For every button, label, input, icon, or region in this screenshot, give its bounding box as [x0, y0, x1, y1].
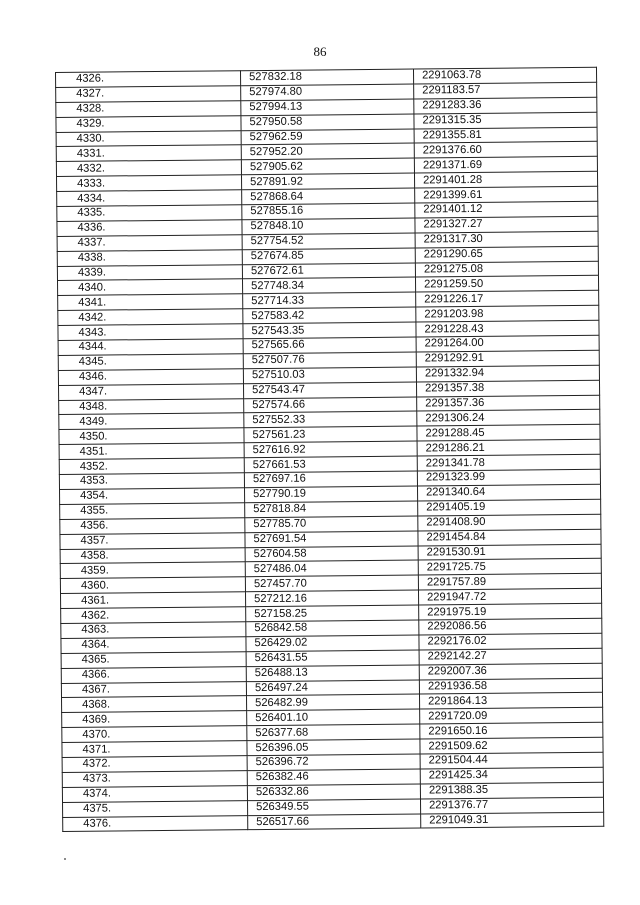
easting-cell: 527583.42	[243, 307, 416, 324]
easting-cell: 526431.55	[246, 650, 419, 667]
northing-cell: 2291405.19	[418, 499, 601, 516]
northing-cell: 2291292.91	[416, 350, 599, 367]
easting-cell: 526332.86	[247, 784, 420, 801]
serial-number-cell: 4366.	[61, 666, 246, 683]
easting-cell: 527672.61	[242, 263, 415, 280]
northing-cell: 2291340.64	[417, 484, 600, 501]
coordinates-table-body	[56, 67, 604, 832]
serial-number-cell: 4367.	[61, 681, 246, 698]
northing-cell: 2291408.90	[418, 514, 601, 531]
easting-cell: 527855.16	[242, 203, 415, 220]
serial-number-cell: 4363.	[61, 622, 246, 639]
northing-cell: 2291264.00	[416, 335, 599, 352]
northing-cell: 2291504.44	[420, 752, 603, 769]
northing-cell: 2291286.21	[417, 440, 600, 457]
northing-cell: 2291275.08	[415, 261, 598, 278]
coordinates-table-container	[55, 67, 580, 832]
easting-cell: 527661.53	[244, 456, 417, 473]
easting-cell: 527457.70	[245, 575, 418, 592]
northing-cell: 2291228.43	[416, 320, 599, 337]
northing-cell: 2291425.34	[420, 767, 603, 784]
easting-cell: 527616.92	[244, 441, 417, 458]
serial-number-cell: 4343.	[58, 324, 243, 341]
easting-cell: 526517.66	[248, 814, 421, 831]
northing-cell: 2292086.56	[419, 618, 602, 635]
northing-cell: 2291357.38	[416, 380, 599, 397]
serial-number-cell: 4349.	[59, 413, 244, 430]
easting-cell: 527962.59	[241, 129, 414, 146]
northing-cell: 2291317.30	[415, 231, 598, 248]
easting-cell: 527691.54	[245, 531, 418, 548]
easting-cell: 527543.47	[243, 382, 416, 399]
northing-cell: 2291401.28	[414, 172, 597, 189]
northing-cell: 2291341.78	[417, 454, 600, 471]
serial-number-cell: 4342.	[58, 309, 243, 326]
serial-number-cell: 4360.	[60, 577, 245, 594]
serial-number-cell: 4364.	[61, 637, 246, 654]
serial-number-cell: 4358.	[60, 547, 245, 564]
northing-cell: 2291399.61	[415, 186, 598, 203]
northing-cell: 2291975.19	[419, 603, 602, 620]
easting-cell: 527561.23	[244, 426, 417, 443]
northing-cell: 2291357.36	[417, 395, 600, 412]
serial-number-cell: 4333.	[57, 175, 242, 192]
serial-number-cell: 4332.	[56, 160, 241, 177]
easting-cell: 527212.16	[245, 590, 418, 607]
serial-number-cell: 4370.	[62, 726, 247, 743]
easting-cell: 527950.58	[241, 114, 414, 131]
easting-cell: 527674.85	[242, 248, 415, 265]
serial-number-cell: 4340.	[58, 279, 243, 296]
easting-cell: 527543.35	[243, 322, 416, 339]
serial-number-cell: 4354.	[60, 488, 245, 505]
serial-number-cell: 4326.	[56, 71, 241, 88]
easting-cell: 527574.66	[244, 397, 417, 414]
serial-number-cell: 4337.	[57, 235, 242, 252]
serial-number-cell: 4327.	[56, 86, 241, 103]
serial-number-cell: 4361.	[61, 592, 246, 609]
easting-cell: 526482.99	[246, 694, 419, 711]
northing-cell: 2291530.91	[418, 544, 601, 561]
northing-cell: 2291306.24	[417, 410, 600, 427]
northing-cell: 2291757.89	[418, 574, 601, 591]
easting-cell: 527818.84	[245, 501, 418, 518]
northing-cell: 2292176.02	[419, 633, 602, 650]
easting-cell: 527994.13	[241, 99, 414, 116]
easting-cell: 526396.72	[247, 754, 420, 771]
serial-number-cell: 4335.	[57, 205, 242, 222]
serial-number-cell: 4351.	[59, 443, 244, 460]
page-number: 86	[313, 44, 327, 59]
northing-cell: 2291203.98	[416, 306, 599, 323]
easting-cell: 527604.58	[245, 546, 418, 563]
easting-cell: 526401.10	[247, 709, 420, 726]
serial-number-cell: 4375.	[63, 800, 248, 817]
serial-number-cell: 4330.	[56, 130, 241, 147]
northing-cell: 2291388.35	[420, 782, 603, 799]
easting-cell: 527974.80	[241, 84, 414, 101]
serial-number-cell: 4376.	[63, 815, 248, 832]
serial-number-cell: 4345.	[58, 354, 243, 371]
serial-number-cell: 4338.	[57, 249, 242, 266]
northing-cell: 2291327.27	[415, 216, 598, 233]
northing-cell: 2291720.09	[420, 708, 603, 725]
northing-cell: 2292007.36	[419, 663, 602, 680]
easting-cell: 527486.04	[245, 560, 418, 577]
scan-speck	[64, 858, 66, 860]
northing-cell: 2291063.78	[413, 67, 596, 84]
northing-cell: 2291947.72	[418, 588, 601, 605]
serial-number-cell: 4339.	[57, 264, 242, 281]
northing-cell: 2291290.65	[415, 246, 598, 263]
northing-cell: 2291355.81	[414, 127, 597, 144]
easting-cell: 527832.18	[240, 69, 413, 86]
easting-cell: 526429.02	[246, 635, 419, 652]
northing-cell: 2291725.75	[418, 559, 601, 576]
easting-cell: 527552.33	[244, 412, 417, 429]
serial-number-cell: 4357.	[60, 532, 245, 549]
easting-cell: 527754.52	[242, 233, 415, 250]
serial-number-cell: 4346.	[58, 369, 243, 386]
serial-number-cell: 4329.	[56, 115, 241, 132]
easting-cell: 527748.34	[242, 278, 415, 295]
northing-cell: 2291288.45	[417, 425, 600, 442]
northing-cell: 2291864.13	[419, 693, 602, 710]
easting-cell: 526377.68	[247, 724, 420, 741]
serial-number-cell: 4369.	[62, 711, 247, 728]
northing-cell: 2291315.35	[414, 112, 597, 129]
coordinates-table	[55, 67, 604, 833]
easting-cell: 527697.16	[244, 471, 417, 488]
serial-number-cell: 4350.	[59, 428, 244, 445]
serial-number-cell: 4347.	[59, 383, 244, 400]
northing-cell: 2291183.57	[414, 82, 597, 99]
serial-number-cell: 4368.	[62, 696, 247, 713]
northing-cell: 2291936.58	[419, 678, 602, 695]
serial-number-cell: 4352.	[59, 458, 244, 475]
serial-number-cell: 4341.	[58, 294, 243, 311]
serial-number-cell: 4334.	[57, 190, 242, 207]
serial-number-cell: 4331.	[56, 145, 241, 162]
serial-number-cell: 4374.	[62, 785, 247, 802]
easting-cell: 527510.03	[243, 367, 416, 384]
serial-number-cell: 4359.	[60, 562, 245, 579]
easting-cell: 526497.24	[246, 680, 419, 697]
easting-cell: 526382.46	[247, 769, 420, 786]
serial-number-cell: 4373.	[62, 771, 247, 788]
northing-cell: 2291401.12	[415, 201, 598, 218]
easting-cell: 527714.33	[243, 292, 416, 309]
northing-cell: 2291376.60	[414, 142, 597, 159]
serial-number-cell: 4372.	[62, 756, 247, 773]
easting-cell: 527785.70	[245, 516, 418, 533]
serial-number-cell: 4356.	[60, 517, 245, 534]
easting-cell: 527507.76	[243, 352, 416, 369]
easting-cell: 527565.66	[243, 337, 416, 354]
northing-cell: 2291650.16	[420, 722, 603, 739]
serial-number-cell: 4348.	[59, 398, 244, 415]
easting-cell: 527790.19	[244, 486, 417, 503]
serial-number-cell: 4353.	[59, 473, 244, 490]
serial-number-cell: 4371.	[62, 741, 247, 758]
serial-number-cell: 4336.	[57, 220, 242, 237]
easting-cell: 526842.58	[246, 620, 419, 637]
serial-number-cell: 4344.	[58, 339, 243, 356]
northing-cell: 2291376.77	[420, 797, 603, 814]
northing-cell: 2291371.69	[414, 157, 597, 174]
easting-cell: 526396.05	[247, 739, 420, 756]
serial-number-cell: 4362.	[61, 607, 246, 624]
northing-cell: 2291259.50	[415, 276, 598, 293]
northing-cell: 2291332.94	[416, 365, 599, 382]
northing-cell: 2291049.31	[421, 812, 604, 829]
easting-cell: 527891.92	[241, 173, 414, 190]
easting-cell: 527868.64	[242, 188, 415, 205]
northing-cell: 2291226.17	[416, 291, 599, 308]
easting-cell: 527158.25	[246, 605, 419, 622]
northing-cell: 2291509.62	[420, 737, 603, 754]
easting-cell: 526488.13	[246, 665, 419, 682]
easting-cell: 527848.10	[242, 218, 415, 235]
easting-cell: 527905.62	[241, 158, 414, 175]
serial-number-cell: 4328.	[56, 100, 241, 117]
northing-cell: 2292142.27	[419, 648, 602, 665]
easting-cell: 527952.20	[241, 144, 414, 161]
northing-cell: 2291323.99	[417, 469, 600, 486]
northing-cell: 2291283.36	[414, 97, 597, 114]
serial-number-cell: 4365.	[61, 651, 246, 668]
serial-number-cell: 4355.	[60, 503, 245, 520]
northing-cell: 2291454.84	[418, 529, 601, 546]
easting-cell: 526349.55	[248, 799, 421, 816]
